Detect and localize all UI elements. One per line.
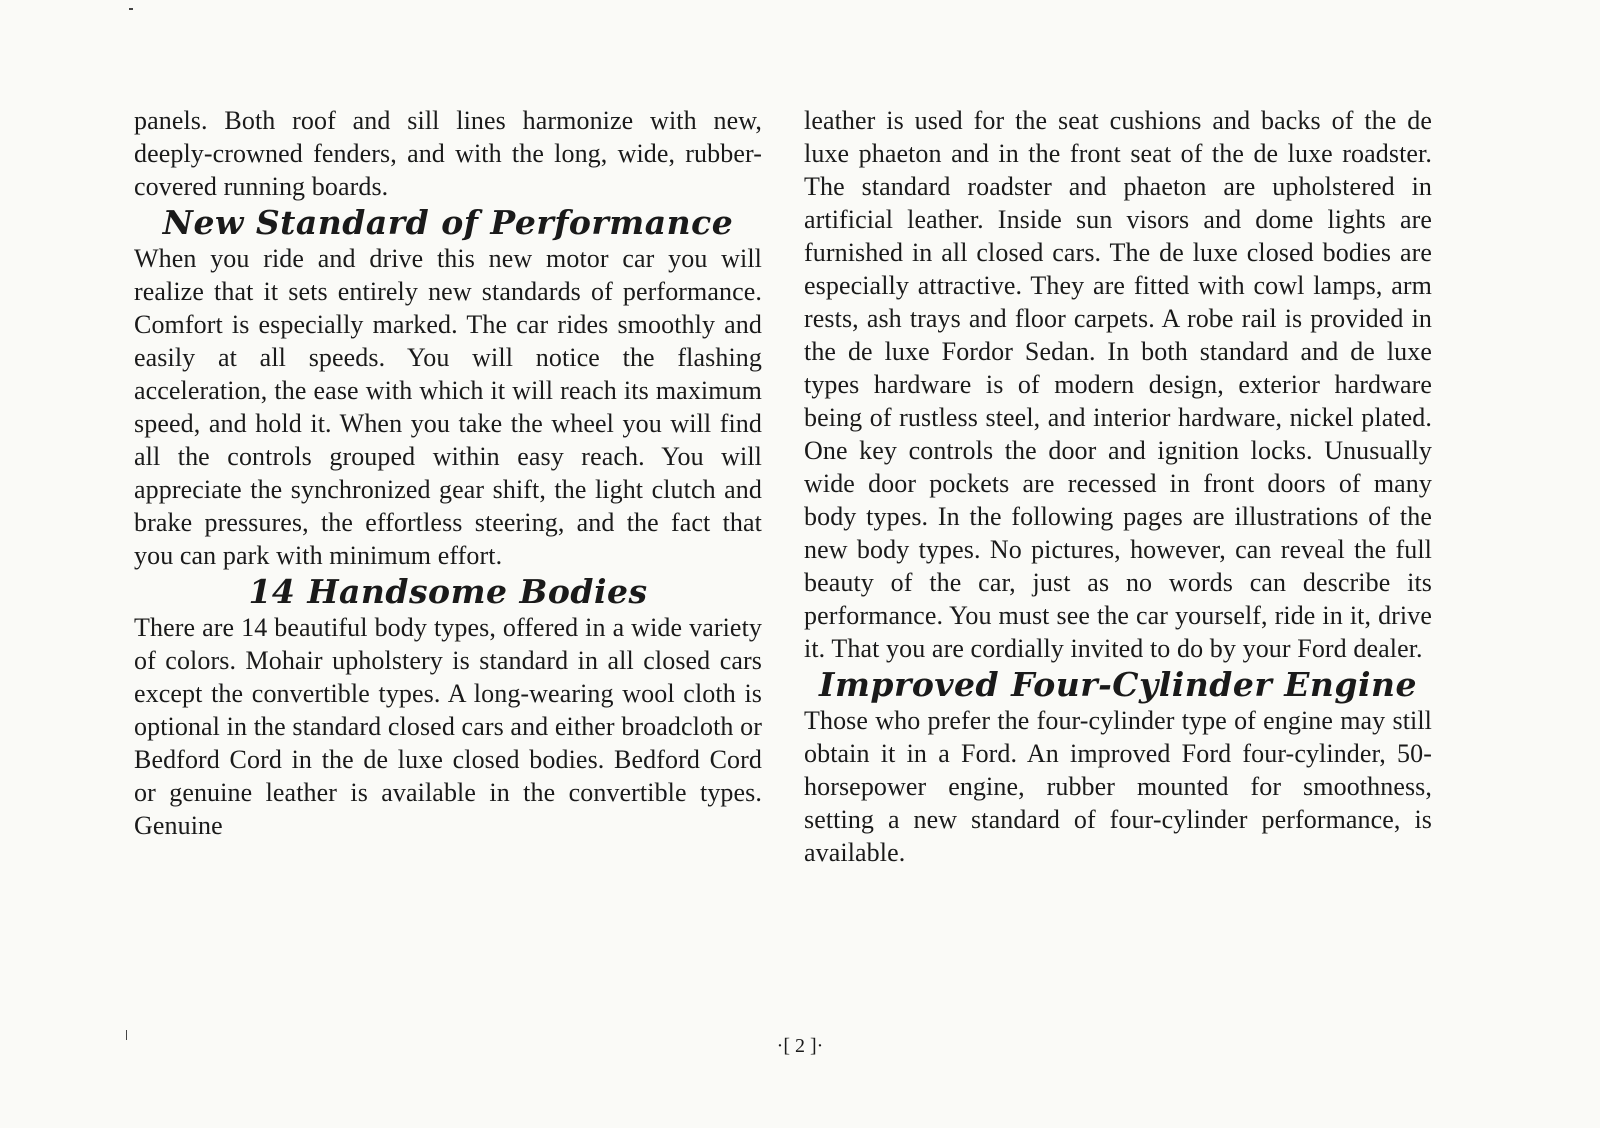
scan-mark [129,8,133,10]
upholstery-paragraph: leather is used for the seat cushions and backs of the de luxe phaeton and in the front seat of the de luxe roadster. The standard roadster and phaeton are upholstered in artificial leather. Inside sun visors and dome lights are furnished in all closed cars. The de luxe closed bodies are especially attractive. They are fitted with cowl lamps, arm rests, ash trays and floor carpets. A robe rail is provided in the de luxe Fordor Sedan. In both standard and de luxe types hardware is of modern design, exterior hardware being of rustless steel, and interior hardware, nickel plated. One key controls the door and ignition locks. Unusually wide door pockets are recessed in front doors of many body types. In the following pages are illustrations of the new body types. No pictures, however, can reveal the full beauty of the car, just as no words can describe its performance. You must see the car yourself, ride in it, drive it. That you are cordially invited to do by your Ford dealer. [804,106,1432,663]
performance-paragraph: When you ride and drive this new motor car you will realize that it sets entirely new standards of performance. Comfort is especially marked. The car rides smoothly and easily at all speeds. You will notice the flashing acceleration, the ease with which it will reach its maximum speed, and hold it. When you take the wheel you will find all the controls grouped within easy reach. You will appreciate the synchronized gear shift, the light clutch and brake pressures, the effortless steering, and the fact that you can park with minimum effort. [134,244,762,570]
performance-heading: New Standard of Performance [162,203,734,242]
engine-heading: Improved Four-Cylinder Engine [819,665,1417,704]
left-column [134,104,762,842]
right-column [804,104,1432,869]
intro-paragraph: panels. Both roof and sill lines harmonize with new, deeply-crowned fenders, and with the long, wide, rubber-covered running boards. [134,106,762,201]
page-number: ·[ 2 ]· [776,1035,824,1057]
engine-paragraph: Those who prefer the four-cylinder type of engine may still obtain it in a Ford. An improved Ford four-cylinder, 50-horsepower engine, rubber mounted for smoothness, setting a new standard of four-cylinder performance, is available. [804,706,1432,867]
bodies-heading: 14 Handsome Bodies [248,572,648,611]
bodies-paragraph: There are 14 beautiful body types, offered in a wide variety of colors. Mohair upholstery is standard in all closed cars except the convertible types. A long-wearing wool cloth is optional in the standard closed cars and either broadcloth or Bedford Cord in the de luxe closed bodies. Bedford Cord or genuine leather is available in the convertible types. Genuine [134,613,762,840]
